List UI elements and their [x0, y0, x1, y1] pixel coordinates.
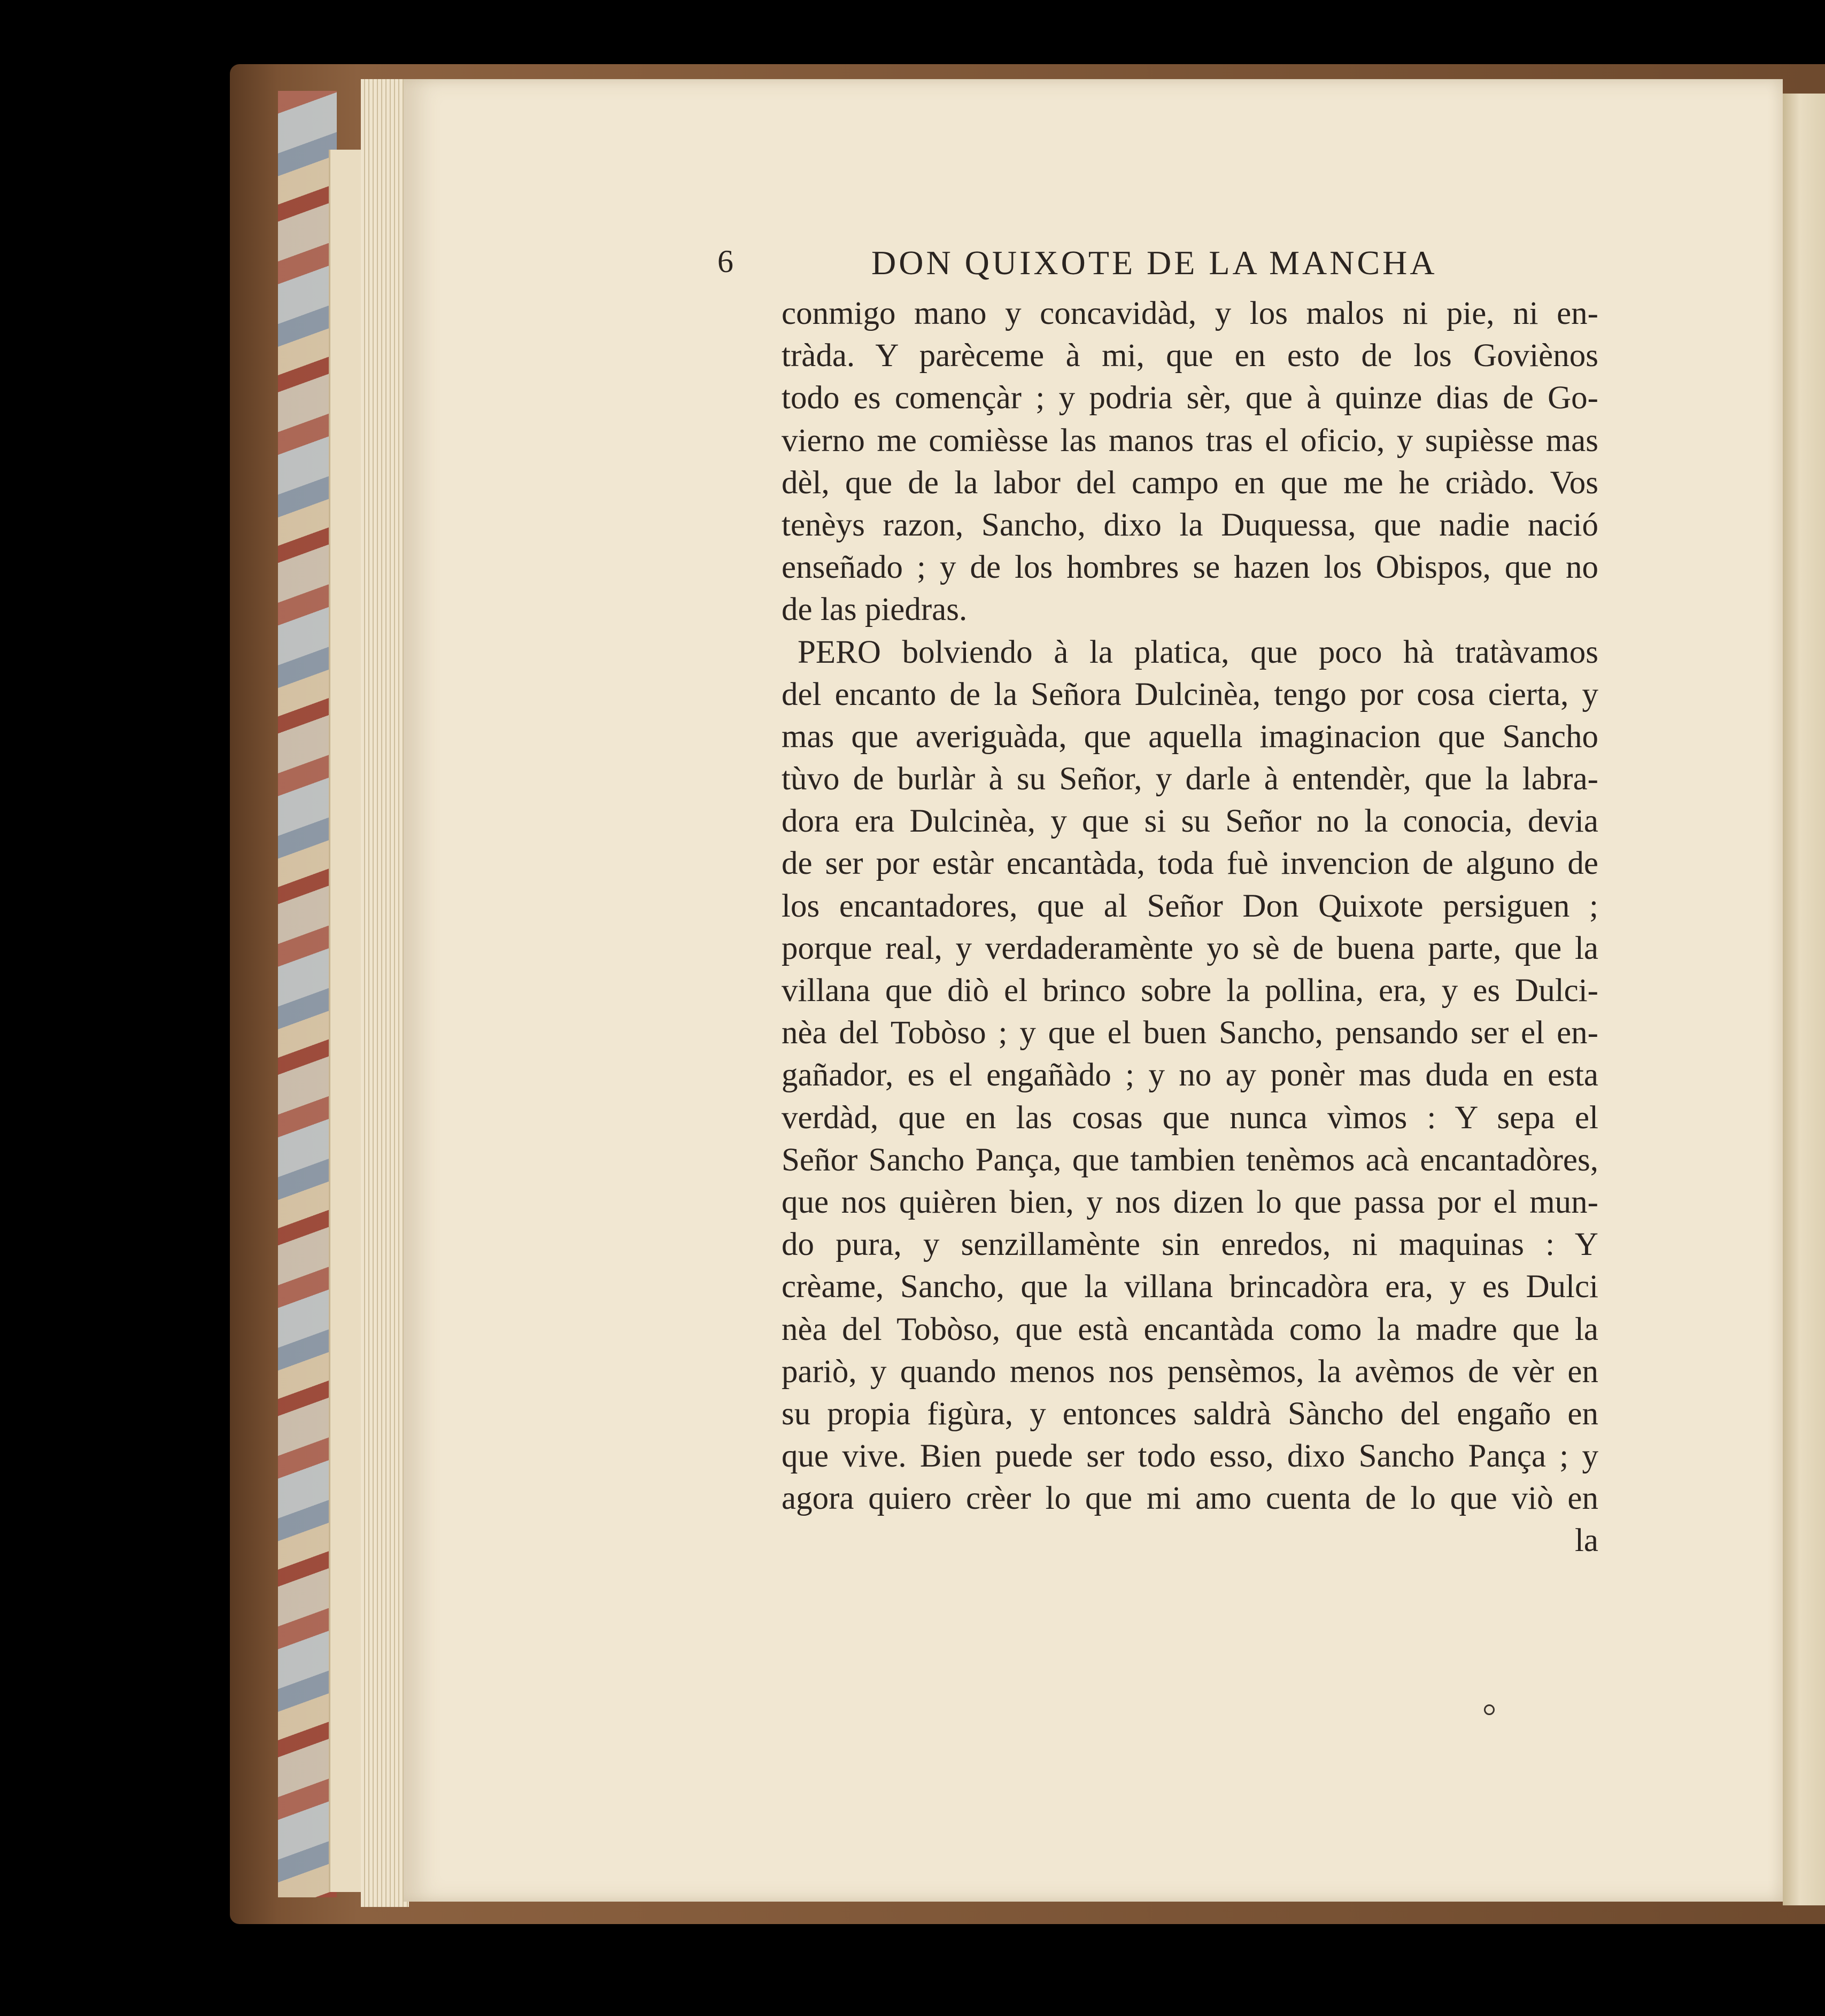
- text-line: tràda. Y parèceme à mi, que en esto de los Goviènos: [782, 338, 1598, 374]
- text-line: do pura, y senzillamènte sin enredos, ni maquinas : Y: [782, 1227, 1598, 1263]
- text-line: villana que diò el brinco sobre la pollina, era, y es Dulci-: [782, 973, 1598, 1009]
- text-line: PERO bolviendo à la platica, que poco hà tratàvamos: [798, 634, 1598, 670]
- catchword: la: [1574, 1523, 1598, 1559]
- text-line: porque real, y verdaderamènte yo sè de buena parte, que la: [782, 930, 1598, 966]
- text-line: pariò, y quando menos nos pensèmos, la avèmos de vèr en: [782, 1353, 1598, 1390]
- page-number: 6: [717, 244, 733, 279]
- text-line: enseñado ; y de los hombres se hazen los Obispos, que no: [782, 549, 1598, 586]
- text-line: dora era Dulcinèa, y que si su Señor no la conocia, devia: [782, 803, 1598, 840]
- running-head: [711, 243, 1593, 291]
- text-line: dèl, que de la labor del campo en que me he criàdo. Vos: [782, 464, 1598, 501]
- text-line: de ser por estàr encantàda, toda fuè invencion de alguno de: [782, 846, 1598, 882]
- text-line: del encanto de la Señora Dulcinèa, tengo por cosa cierta, y: [782, 676, 1598, 712]
- text-line: gañador, es el engañàdo ; y no ay ponèr mas duda en esta: [782, 1057, 1598, 1094]
- text-line: vierno me comièsse las manos tras el oficio, y supièsse mas: [782, 422, 1598, 459]
- text-line: tenèys razon, Sancho, dixo la Duquessa, que nadie nació: [782, 507, 1598, 543]
- text-line: todo es començàr ; y podria sèr, que à quinze dias de Go-: [782, 380, 1598, 416]
- text-line: que nos quièren bien, y nos dizen lo que passa por el mun-: [782, 1184, 1598, 1220]
- facing-page-edge: [1783, 94, 1825, 1905]
- text-line: nèa del Tobòso, que està encantàda como la madre que la: [782, 1311, 1598, 1347]
- text-line: tùvo de burlàr à su Señor, y darle à entendèr, que la labra-: [782, 761, 1598, 797]
- text-line: conmigo mano y concavidàd, y los malos ni pie, ni en-: [782, 296, 1598, 331]
- text-line: su propia figùra, y entonces saldrà Sàncho del engaño en: [782, 1395, 1598, 1432]
- text-line: crèame, Sancho, que la villana brincadòra era, y es Dulci: [782, 1269, 1598, 1305]
- text-line: mas que averiguàda, que aquella imaginacion que Sancho: [782, 718, 1598, 755]
- marbled-endpaper: [278, 91, 337, 1897]
- text-line: que vive. Bien puede ser todo esso, dixo Sancho Pança ; y: [782, 1438, 1598, 1475]
- text-line: nèa del Tobòso ; y que el buen Sancho, pensando ser el en-: [782, 1015, 1598, 1051]
- text-line: Señor Sancho Pança, que tambien tenèmos acà encantadòres,: [782, 1142, 1598, 1178]
- text-line: agora quiero crèer lo que mi amo cuenta de lo que viò en: [782, 1480, 1598, 1517]
- body-text: [782, 292, 1598, 1562]
- paper-mark: [1484, 1704, 1495, 1715]
- running-title: DON QUIXOTE DE LA MANCHA: [871, 244, 1437, 282]
- text-line: de las piedras.: [782, 592, 968, 628]
- text-line: verdàd, que en las cosas que nunca vìmos : Y sepa el: [782, 1099, 1598, 1136]
- page-edges: [361, 79, 409, 1907]
- text-line: los encantadores, que al Señor Don Quixote persiguen ;: [782, 888, 1598, 924]
